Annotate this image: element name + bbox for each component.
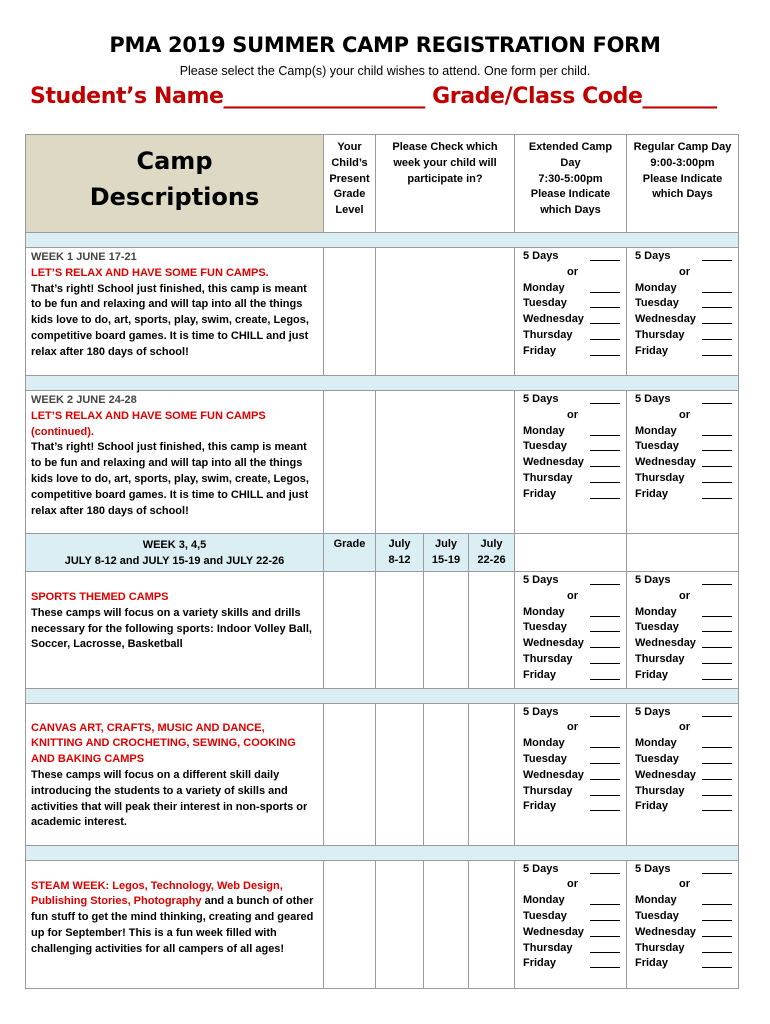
monday-row[interactable]: Monday: [523, 605, 622, 621]
student-name-grade-line[interactable]: Student’s Name___________________ Grade/Class Code_______: [30, 84, 717, 109]
tuesday-row[interactable]: Tuesday: [523, 296, 622, 312]
friday-row[interactable]: Friday: [523, 668, 622, 684]
form-title: PMA 2019 SUMMER CAMP REGISTRATION FORM: [109, 33, 661, 57]
canvas-july-8-12-check[interactable]: [376, 703, 424, 845]
monday-row[interactable]: Monday: [523, 736, 622, 752]
week2-extended-days: [515, 391, 627, 534]
week1-grade-cell[interactable]: [324, 248, 376, 376]
july-22-26-header: July 22-26: [469, 534, 515, 572]
tuesday-row[interactable]: Tuesday: [635, 296, 734, 312]
steam-grade-cell[interactable]: [324, 860, 376, 988]
canvas-july-22-26-check[interactable]: [469, 703, 515, 845]
five-days-row[interactable]: 5 Days: [523, 392, 622, 408]
tuesday-row[interactable]: Tuesday: [635, 620, 734, 636]
tuesday-row[interactable]: Tuesday: [523, 752, 622, 768]
regular-camp-header: Regular Camp Day 9:00-3:00pm Please Indicate which Days: [627, 135, 739, 233]
week345-grade-label: Grade: [324, 534, 376, 572]
steam-regular-days: [627, 860, 739, 988]
wednesday-row[interactable]: Wednesday: [635, 636, 734, 652]
monday-row[interactable]: Monday: [635, 281, 734, 297]
thursday-row[interactable]: Thursday: [635, 652, 734, 668]
or-label: or: [679, 721, 690, 734]
sports-camp-description: SPORTS THEMED CAMPS These camps will focus on a variety skills and drills necessary for the following sports: Indoor Volley Ball, Soccer, Lacrosse, Basketball: [26, 572, 324, 689]
canvas-regular-days: [627, 703, 739, 845]
or-label: or: [679, 265, 690, 278]
five-days-row[interactable]: 5 Days: [635, 249, 734, 265]
week2-regular-days: [627, 391, 739, 534]
or-label: or: [567, 721, 578, 734]
grade-level-header: Your Child’s Present Grade Level: [324, 135, 376, 233]
five-days-row[interactable]: 5 Days: [635, 573, 734, 589]
canvas-july-15-19-check[interactable]: [424, 703, 469, 845]
monday-row[interactable]: Monday: [523, 893, 622, 909]
friday-row[interactable]: Friday: [635, 799, 734, 815]
wednesday-row[interactable]: Wednesday: [523, 925, 622, 941]
five-days-row[interactable]: 5 Days: [635, 392, 734, 408]
extended-camp-header: Extended Camp Day 7:30-5:00pm Please Indicate which Days: [515, 135, 627, 233]
canvas-extended-days: [515, 703, 627, 845]
monday-row[interactable]: Monday: [635, 605, 734, 621]
steam-week-row: [26, 860, 739, 988]
steam-week-description: STEAM WEEK: Legos, Technology, Web Design, Publishing Stories, Photography and a bunch of other fun stuff to get the mind thinking, creating and geared up for September! This is a fun week filled with challenging activities for all campers of all ages!: [26, 860, 324, 988]
friday-row[interactable]: Friday: [635, 344, 734, 360]
thursday-row[interactable]: Thursday: [635, 328, 734, 344]
header-row: [26, 135, 739, 233]
steam-july-8-12-check[interactable]: [376, 860, 424, 988]
monday-row[interactable]: Monday: [523, 281, 622, 297]
monday-row[interactable]: Monday: [635, 424, 734, 440]
tuesday-row[interactable]: Tuesday: [635, 752, 734, 768]
or-label: or: [567, 265, 578, 278]
week1-extended-days: [515, 248, 627, 376]
week345-header-row: [26, 534, 739, 572]
thursday-row[interactable]: Thursday: [523, 328, 622, 344]
or-label: or: [679, 408, 690, 421]
thursday-row[interactable]: Thursday: [635, 784, 734, 800]
thursday-row[interactable]: Thursday: [523, 941, 622, 957]
wednesday-row[interactable]: Wednesday: [635, 312, 734, 328]
week1-description: WEEK 1 JUNE 17-21 LET’S RELAX AND HAVE SOME FUN CAMPS. That’s right! School just finished, this camp is meant to be fun and relaxing and will tap into all the things kids love to do, art, sports, play, swim, create, Legos, competitive board games. It is time to CHILL and just relax after 180 days of school!: [26, 248, 324, 376]
registration-table: [25, 134, 739, 989]
five-days-row[interactable]: 5 Days: [523, 573, 622, 589]
or-label: or: [567, 589, 578, 602]
monday-row[interactable]: Monday: [635, 893, 734, 909]
wednesday-row[interactable]: Wednesday: [635, 455, 734, 471]
steam-extended-days: [515, 860, 627, 988]
july-15-19-header: July 15-19: [424, 534, 469, 572]
sports-regular-days: [627, 572, 739, 689]
week345-title: WEEK 3, 4,5 JULY 8-12 and JULY 15-19 and JULY 22-26: [26, 534, 324, 572]
friday-row[interactable]: Friday: [523, 956, 622, 972]
sports-july-15-19-check[interactable]: [424, 572, 469, 689]
five-days-row[interactable]: 5 Days: [635, 705, 734, 721]
friday-row[interactable]: Friday: [523, 344, 622, 360]
tuesday-row[interactable]: Tuesday: [635, 909, 734, 925]
five-days-row[interactable]: 5 Days: [523, 705, 622, 721]
friday-row[interactable]: Friday: [635, 956, 734, 972]
friday-row[interactable]: Friday: [523, 487, 622, 503]
week2-check-cell[interactable]: [376, 391, 515, 534]
monday-row[interactable]: Monday: [635, 736, 734, 752]
canvas-art-description: CANVAS ART, CRAFTS, MUSIC AND DANCE, KNITTING AND CROCHETING, SEWING, COOKING AND BAKING CAMPS These camps will focus on a different skill daily introducing the students to a variety of skills and activities that will peak their interest in non-sports or academic interest.: [26, 703, 324, 845]
tuesday-row[interactable]: Tuesday: [523, 909, 622, 925]
or-label: or: [679, 878, 690, 891]
or-label: or: [679, 589, 690, 602]
or-label: or: [567, 408, 578, 421]
five-days-row[interactable]: 5 Days: [523, 249, 622, 265]
wednesday-row[interactable]: Wednesday: [523, 768, 622, 784]
week2-grade-cell[interactable]: [324, 391, 376, 534]
tuesday-row[interactable]: Tuesday: [523, 439, 622, 455]
friday-row[interactable]: Friday: [635, 668, 734, 684]
sports-july-8-12-check[interactable]: [376, 572, 424, 689]
or-label: or: [567, 878, 578, 891]
week1-check-cell[interactable]: [376, 248, 515, 376]
monday-row[interactable]: Monday: [523, 424, 622, 440]
wednesday-row[interactable]: Wednesday: [635, 925, 734, 941]
week2-description: WEEK 2 JUNE 24-28 LET’S RELAX AND HAVE SOME FUN CAMPS (continued). That’s right! School just finished, this camp is meant to be fun and relaxing and will tap into all the things kids love to do, art, sports, play, swim, create, Legos, competitive board games. It is time to CHILL and just relax after 180 days of school!: [26, 391, 324, 534]
check-week-header: Please Check which week your child will participate in?: [376, 135, 515, 233]
steam-july-15-19-check[interactable]: [424, 860, 469, 988]
tuesday-row[interactable]: Tuesday: [523, 620, 622, 636]
thursday-row[interactable]: Thursday: [523, 784, 622, 800]
friday-row[interactable]: Friday: [635, 487, 734, 503]
wednesday-row[interactable]: Wednesday: [523, 455, 622, 471]
week1-regular-days: [627, 248, 739, 376]
thursday-row[interactable]: Thursday: [523, 652, 622, 668]
week2-row: [26, 391, 739, 534]
thursday-row[interactable]: Thursday: [635, 471, 734, 487]
five-days-row[interactable]: 5 Days: [635, 862, 734, 878]
wednesday-row[interactable]: Wednesday: [635, 768, 734, 784]
canvas-art-row: [26, 703, 739, 845]
july-8-12-header: July 8-12: [376, 534, 424, 572]
sports-camp-row: [26, 572, 739, 689]
thursday-row[interactable]: Thursday: [523, 471, 622, 487]
canvas-grade-cell[interactable]: [324, 703, 376, 845]
wednesday-row[interactable]: Wednesday: [523, 312, 622, 328]
week1-row: [26, 248, 739, 376]
form-subtitle: Please select the Camp(s) your child wishes to attend. One form per child.: [179, 64, 591, 78]
sports-extended-days: [515, 572, 627, 689]
thursday-row[interactable]: Thursday: [635, 941, 734, 957]
five-days-row[interactable]: 5 Days: [523, 862, 622, 878]
steam-july-22-26-check[interactable]: [469, 860, 515, 988]
tuesday-row[interactable]: Tuesday: [635, 439, 734, 455]
wednesday-row[interactable]: Wednesday: [523, 636, 622, 652]
sports-grade-cell[interactable]: [324, 572, 376, 689]
camp-descriptions-header: Camp Descriptions: [26, 135, 324, 233]
friday-row[interactable]: Friday: [523, 799, 622, 815]
sports-july-22-26-check[interactable]: [469, 572, 515, 689]
